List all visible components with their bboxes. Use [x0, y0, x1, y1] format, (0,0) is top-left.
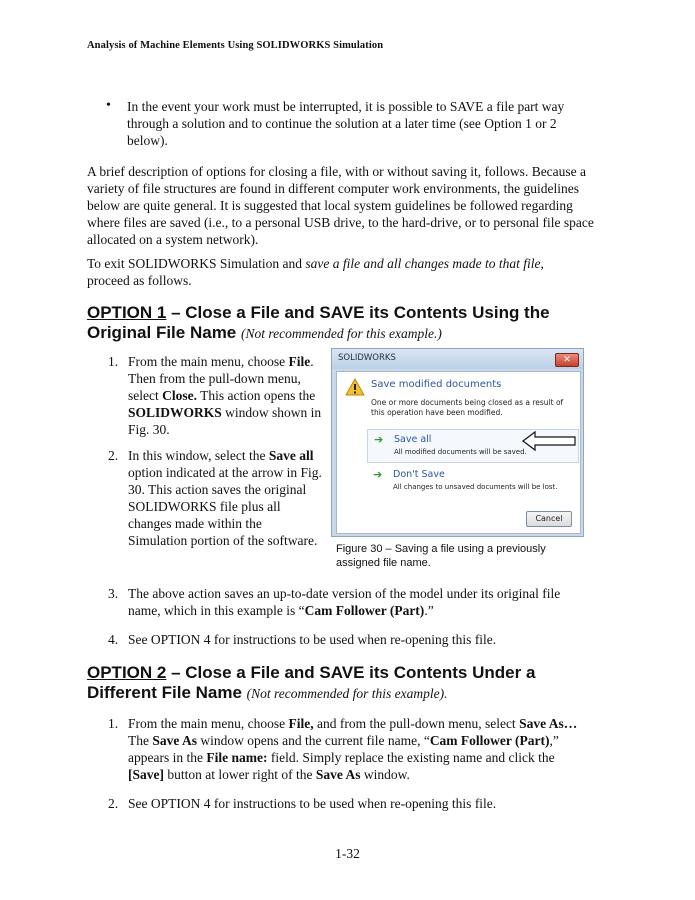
running-header: Analysis of Machine Elements Using SOLIDWORKS Simulation — [87, 40, 384, 51]
solidworks-save-dialog — [331, 348, 584, 537]
option2-item1-number: 1. — [108, 716, 119, 731]
option1-item4-number: 4. — [108, 632, 119, 647]
dialog-message: One or more documents being closed as a result of this operation have been modified. — [371, 398, 564, 417]
dont-save-label: Don't Save — [393, 469, 445, 480]
option1-item2: In this window, select the Save all option indicated at the arrow in Fig. 30. This action saves the original SOLIDWORKS file plus all changes made within the Simulation portion of the software. — [128, 448, 322, 548]
green-arrow-icon: ➔ — [374, 433, 384, 446]
dialog-title: SOLIDWORKS — [338, 353, 396, 363]
warning-icon — [345, 378, 365, 396]
option1-item3-number: 3. — [108, 586, 119, 601]
option2-heading: OPTION 2 – Close a File and SAVE its Contents Under a Different File Name (Not recommended for this example). — [87, 663, 536, 702]
dont-save-option[interactable] — [367, 465, 577, 497]
exit-paragraph: To exit SOLIDWORKS Simulation and save a file and all changes made to that file, proceed as follows. — [87, 256, 544, 288]
dialog-heading: Save modified documents — [371, 379, 502, 390]
callout-arrow-icon — [521, 430, 577, 452]
option1-item1: From the main menu, choose File. Then from the pull-down menu, select Close. This action opens the SOLIDWORKS window shown in Fig. 30. — [128, 354, 322, 437]
option1-item3: The above action saves an up-to-date version of the model under its original file name, which in this example is “Cam Follower (Part).” — [128, 586, 561, 618]
page-number: 1-32 — [335, 846, 360, 861]
green-arrow-icon: ➔ — [373, 468, 383, 481]
dialog-body — [336, 371, 581, 534]
figure-caption: Figure 30 – Saving a file using a previously assigned file name. — [336, 543, 546, 569]
dont-save-description: All changes to unsaved documents will be lost. — [393, 483, 558, 491]
intro-paragraph: A brief description of options for closing a file, with or without saving it, follows. Because a variety of file structures are found in different computer work environments, the guidelines below are quite general. It is suggested that local system guidelines be followed regarding where files are saved (i.e., to a personal USB drive, to the hard-drive, or to personal file space allocated on a system network). — [87, 164, 594, 247]
cancel-button[interactable]: Cancel — [526, 511, 572, 527]
option2-item1: From the main menu, choose File, and from the pull-down menu, select Save As… The Save As window opens and the current file name, “Cam Follower (Part),” appears in the File name: field. Simply replace the existing name and click the [Save] button at lower right of the Save As window. — [128, 716, 578, 782]
option2-item2: See OPTION 4 for instructions to be used when re-opening this file. — [128, 796, 497, 811]
option1-item2-number: 2. — [108, 448, 119, 463]
option2-item2-number: 2. — [108, 796, 119, 811]
save-all-label: Save all — [394, 434, 432, 445]
intro-bullet: In the event your work must be interrupted, it is possible to SAVE a file part way through a solution and to continue the solution at a later time (see Option 1 or 2 below). — [127, 99, 565, 148]
option1-heading: OPTION 1 – Close a File and SAVE its Contents Using the Original File Name (Not recommended for this example.) — [87, 303, 550, 342]
dialog-close-button[interactable]: ✕ — [555, 353, 579, 367]
dialog-title-bar — [332, 349, 583, 369]
option1-item4: See OPTION 4 for instructions to be used when re-opening this file. — [128, 632, 497, 647]
save-all-description: All modified documents will be saved. — [394, 448, 527, 456]
option1-item1-number: 1. — [108, 354, 119, 369]
bullet-marker: • — [106, 98, 111, 113]
